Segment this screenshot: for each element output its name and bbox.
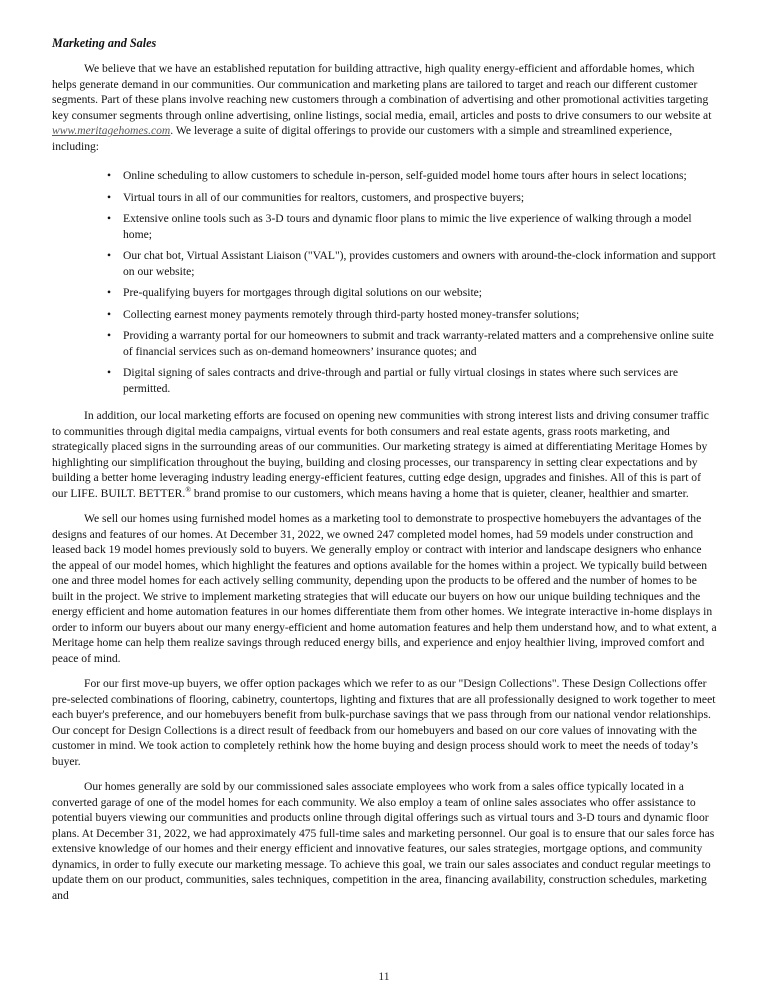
- paragraph-model-homes: We sell our homes using furnished model homes as a marketing tool to demonstrate to prospective homebuyers the advantages of the designs and features of our homes. At December 31, 2022, we owned 247 completed model homes, had 59 models under construction and leased back 19 model homes previously sold to buyers. We generally employ or contract with interior and landscape designers who enhance the appeal of our model homes, which highlight the features and options available for the homes within a project. We typically build between one and three model homes for each actively selling community, depending upon the products to be offered and the number of homes to be built in the project. We strive to implement marketing strategies that will educate our buyers on how our unique building techniques and the energy efficient and home automation features in our homes differentiate them from other homes. We integrate interactive in-home displays in order to inform our buyers about our many energy-efficient and home automation features and help them understand how, and to what extent, a Meritage home can help them realize savings through reduced energy bills, and experience and enjoy healthier living, improved comfort and peace of mind.: [52, 512, 717, 665]
- paragraph-intro-text-after: . We leverage a suite of digital offerings to provide our customers with a simple and streamlined experience, including:: [52, 124, 673, 153]
- digital-offerings-list: [52, 168, 718, 396]
- list-item-text: Online scheduling to allow customers to schedule in-person, self-guided model home tours after hours in select locations;: [123, 169, 687, 182]
- bullet-marker: •: [107, 329, 112, 342]
- list-item: [52, 248, 718, 279]
- registered-trademark-symbol: ®: [185, 484, 192, 494]
- page-number: 11: [378, 970, 390, 983]
- list-item-text: Providing a warranty portal for our homeowners to submit and track warranty-related matters and a comprehensive online suite of financial services such as on-demand homeowners’ insurance quotes; and: [123, 329, 714, 358]
- paragraph-design-collections: For our first move-up buyers, we offer option packages which we refer to as our "Design Collections". These Design Collections offer pre-selected combinations of flooring, cabinetry, countertops, lighting and fixtures that are all professionally designed to work together to meet each buyer's preference, and our homebuyers benefit from bulk-purchase savings that we pass through from our national vendor relationships. Our concept for Design Collections is a direct result of feedback from our homebuyers and based on our core values of innovating with the customer in mind. We took action to completely rethink how the home buying and design process should work to meet the needs of today’s buyer.: [52, 677, 716, 768]
- bullet-marker: •: [107, 307, 112, 321]
- list-item: [52, 190, 718, 206]
- paragraph-local-marketing-text-before: In addition, our local marketing efforts are focused on opening new communities with strong interest lists and driving consumer traffic to communities through digital media campaigns, virtual events for both consumers and real estate agents, grass roots marketing, and strategically placed signs in the surrounding areas of our communities. Our marketing strategy is aimed at differentiating Meritage Homes by highlighting our simplification throughout the buying, building and closing processes, our transparency in setting clear expectations and by building a better home leveraging industry leading energy-efficient features, cutting edge design, upgrades and finishes. All of this is part of our LIFE. BUILT. BETTER.: [52, 409, 709, 500]
- paragraph-intro: [52, 61, 718, 154]
- list-item-text: Pre-qualifying buyers for mortgages through digital solutions on our website;: [123, 286, 483, 299]
- list-item: [52, 328, 718, 359]
- paragraph-local-marketing-text-after: brand promise to our customers, which means having a home that is quieter, cleaner, healthier and smarter.: [191, 486, 689, 500]
- list-item: [52, 211, 718, 242]
- bullet-marker: •: [107, 169, 112, 182]
- list-item-text: Collecting earnest money payments remotely through third-party hosted money-transfer solutions;: [123, 307, 580, 321]
- bullet-marker: •: [107, 212, 112, 225]
- paragraph-intro-text-before: We believe that we have an established reputation for building attractive, high quality energy-efficient and affordable homes, which helps generate demand in our communities. Our communication and marketing plans are tailored to target and reach our different customer segments. Part of these plans involve reaching new customers through a combination of advertising and other promotional activities targeting key consumer segments through online advertising, online listings, social media, email, articles and posts to drive consumers to our website at: [52, 62, 712, 122]
- bullet-marker: •: [107, 366, 112, 379]
- paragraph-sales-associates: Our homes generally are sold by our commissioned sales associate employees who work from a sales office typically located in a converted garage of one of the model homes for each community. We also employ a team of online sales associates who offer assistance to potential buyers viewing our communities and products online through digital offerings such as virtual tours and 3-D tours and dynamic floor plans. At December 31, 2022, we had approximately 475 full-time sales and marketing personnel. Our goal is to ensure that our sales force has extensive knowledge of our homes and their energy efficient and innovative features, our sales strategies, mortgage options, and community dynamics, in order to fully execute our marketing message. To achieve this goal, we train our sales associates and conduct regular meetings to update them on our product, communities, sales techniques, competition in the area, financing availability, construction schedules, marketing and: [52, 780, 715, 902]
- document-page: [52, 36, 718, 913]
- list-item-text: Extensive online tools such as 3-D tours and dynamic floor plans to mimic the live experience of walking through a model home;: [123, 212, 692, 241]
- bullet-marker: •: [107, 249, 112, 262]
- meritagehomes-link[interactable]: www.meritagehomes.com: [52, 124, 171, 137]
- list-item: [52, 168, 718, 184]
- list-item-text: Digital signing of sales contracts and drive-through and partial or fully virtual closings in states where such services are permitted.: [123, 366, 679, 395]
- bullet-marker: •: [107, 190, 112, 204]
- list-item-text: Our chat bot, Virtual Assistant Liaison ("VAL"), provides customers and owners with around-the-clock information and support on our website;: [123, 249, 716, 278]
- list-item: [52, 365, 718, 396]
- list-item: [52, 307, 718, 323]
- bullet-marker: •: [107, 286, 112, 299]
- section-heading: Marketing and Sales: [52, 36, 157, 50]
- list-item-text: Virtual tours in all of our communities for realtors, customers, and prospective buyers;: [123, 190, 525, 204]
- list-item: [52, 285, 718, 301]
- paragraph-local-marketing: [52, 408, 718, 501]
